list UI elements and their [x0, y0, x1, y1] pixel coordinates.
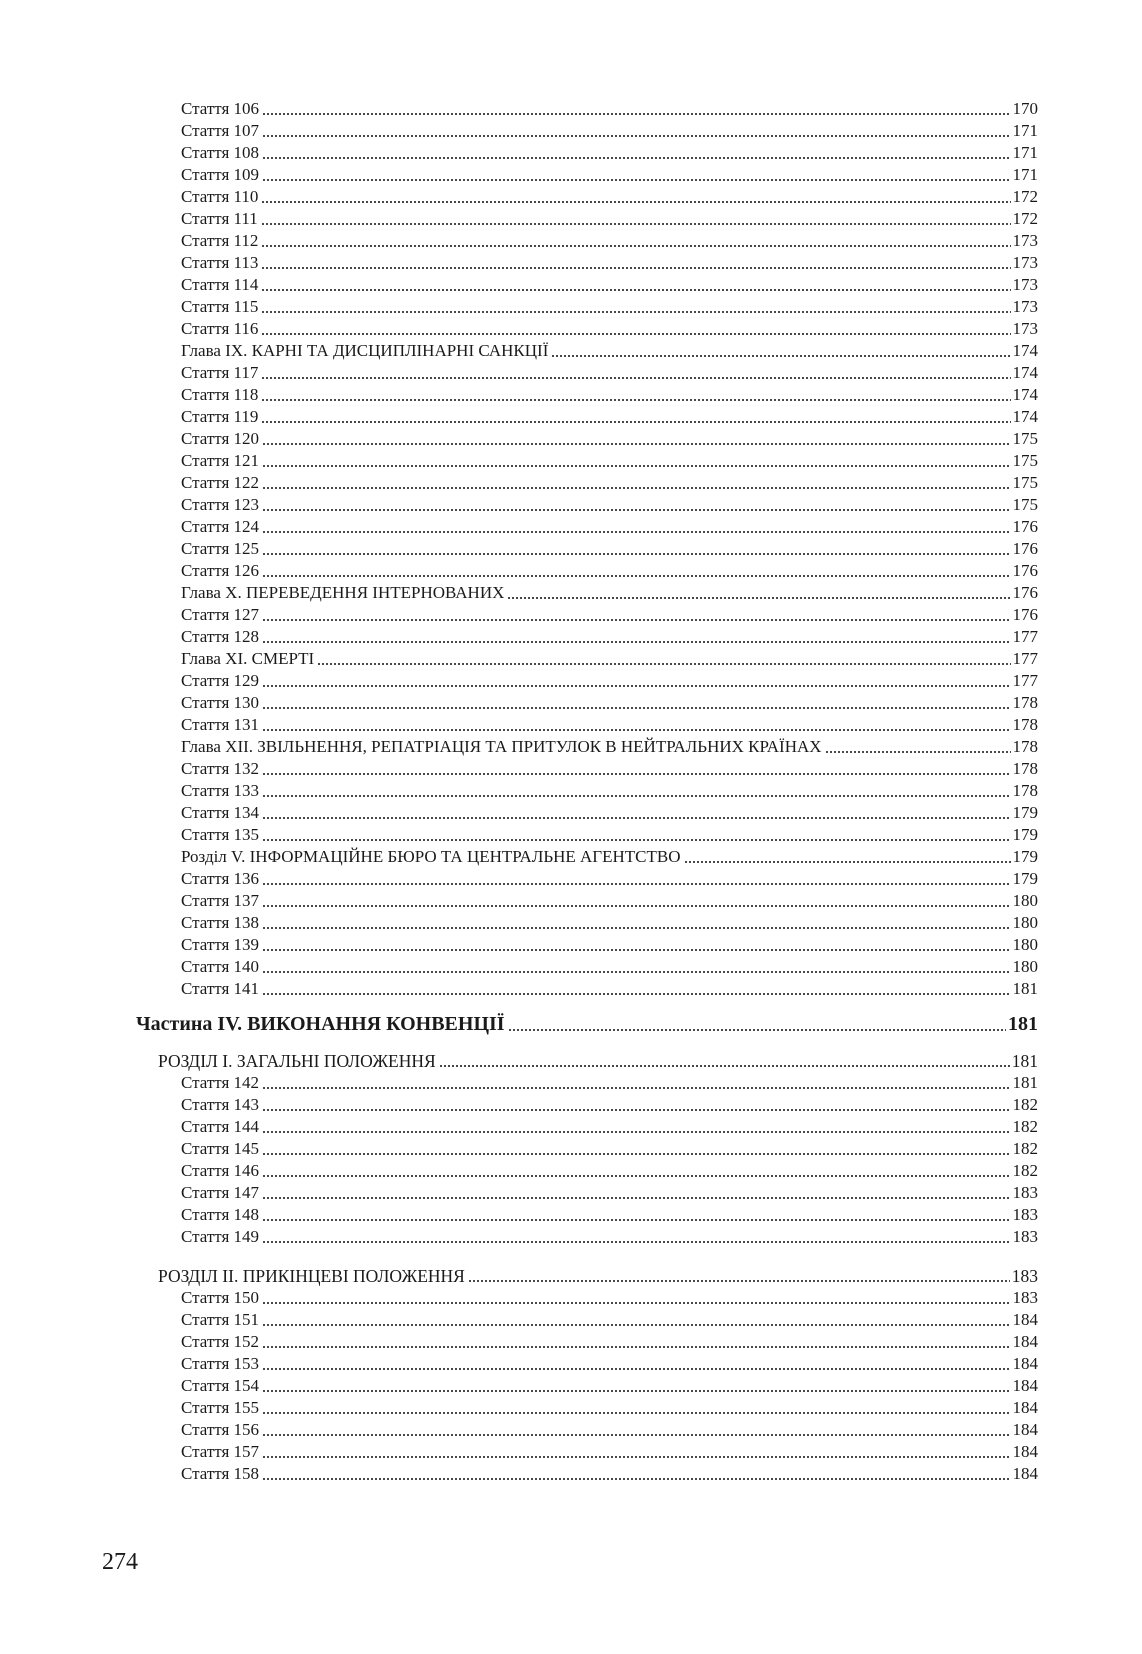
toc-entry-label: Стаття 112 — [181, 231, 259, 250]
toc-entry-page: 183 — [1012, 1227, 1038, 1246]
toc-entry-label: Стаття 132 — [181, 759, 260, 778]
toc-entry[interactable] — [181, 340, 1038, 362]
toc-entry-page: 184 — [1012, 1332, 1038, 1351]
toc-entry[interactable] — [181, 252, 1038, 274]
toc-entry-label: Стаття 152 — [181, 1332, 260, 1351]
toc-entry[interactable] — [181, 604, 1038, 626]
toc-entry-page: 181 — [1008, 1013, 1038, 1035]
toc-entry-page: 173 — [1012, 275, 1038, 294]
toc-entry-label: Глава IX. КАРНІ ТА ДИСЦИПЛІНАРНІ САНКЦІЇ — [181, 341, 549, 360]
dot-leader — [261, 310, 1010, 314]
toc-entry[interactable] — [181, 186, 1038, 208]
toc-entry-page: 175 — [1012, 473, 1038, 492]
dot-leader — [262, 618, 1010, 622]
dot-leader — [262, 640, 1010, 644]
toc-entry-page: 180 — [1012, 913, 1038, 932]
dot-leader — [551, 354, 1010, 358]
dot-leader — [262, 772, 1010, 776]
toc-entry-label: Глава XII. ЗВІЛЬНЕННЯ, РЕПАТРІАЦІЯ ТА ПРИТУЛОК В НЕЙТРАЛЬНИХ КРАЇНАХ — [181, 737, 822, 756]
dot-leader — [262, 904, 1010, 908]
toc-entry-page: 173 — [1012, 231, 1038, 250]
toc-entry-section-1[interactable] — [158, 1050, 1038, 1072]
toc-entry-page: 184 — [1012, 1354, 1038, 1373]
toc-entry-page: 182 — [1012, 1139, 1038, 1158]
toc-entry-label: Стаття 157 — [181, 1442, 260, 1461]
toc-entry[interactable] — [181, 1160, 1038, 1182]
toc-entry-page: 180 — [1012, 935, 1038, 954]
toc-entry-label: Стаття 140 — [181, 957, 260, 976]
toc-entry-page: 173 — [1012, 253, 1038, 272]
toc-entry-label: Стаття 122 — [181, 473, 260, 492]
toc-entry[interactable] — [181, 692, 1038, 714]
toc-entry[interactable] — [181, 406, 1038, 428]
toc-entry-label: Стаття 121 — [181, 451, 260, 470]
dot-leader — [262, 156, 1010, 160]
toc-entry-page: 174 — [1012, 341, 1038, 360]
toc-entry[interactable] — [181, 494, 1038, 516]
toc-entry-label: Стаття 110 — [181, 187, 259, 206]
toc-entry-label: Стаття 147 — [181, 1183, 260, 1202]
toc-entry[interactable] — [181, 164, 1038, 186]
toc-entry[interactable] — [181, 1375, 1038, 1397]
toc-entry[interactable] — [181, 868, 1038, 890]
dot-leader — [262, 816, 1010, 820]
dot-leader — [262, 926, 1010, 930]
toc-entry-label: Стаття 142 — [181, 1073, 260, 1092]
toc-entry-part-4[interactable] — [136, 1010, 1038, 1038]
toc-entry-label: Стаття 124 — [181, 517, 260, 536]
toc-entry-page: 178 — [1012, 693, 1038, 712]
dot-leader — [262, 1130, 1010, 1134]
dot-leader — [262, 1218, 1010, 1222]
toc-entry-label: Стаття 128 — [181, 627, 260, 646]
toc-entry[interactable] — [181, 1353, 1038, 1375]
dot-leader — [262, 486, 1010, 490]
toc-entry[interactable] — [181, 538, 1038, 560]
toc-entry[interactable] — [181, 142, 1038, 164]
dot-leader — [262, 530, 1010, 534]
toc-entry-label: Стаття 120 — [181, 429, 260, 448]
toc-entry-page: 170 — [1012, 99, 1038, 118]
toc-entry[interactable] — [181, 1116, 1038, 1138]
toc-entry-page: 176 — [1012, 583, 1038, 602]
dot-leader — [261, 332, 1010, 336]
dot-leader — [262, 442, 1010, 446]
toc-entry[interactable] — [181, 824, 1038, 846]
toc-entry-label: Стаття 126 — [181, 561, 260, 580]
toc-entry[interactable] — [181, 208, 1038, 230]
dot-leader — [439, 1064, 1010, 1068]
toc-entry-page: 182 — [1012, 1161, 1038, 1180]
toc-entry[interactable] — [181, 846, 1038, 868]
dot-leader — [262, 552, 1010, 556]
toc-entry-label: Стаття 123 — [181, 495, 260, 514]
toc-entry[interactable] — [181, 318, 1038, 340]
toc-entry-page: 173 — [1012, 319, 1038, 338]
toc-entry-page: 182 — [1012, 1117, 1038, 1136]
toc-entry-label: Стаття 141 — [181, 979, 260, 998]
toc-entry[interactable] — [181, 626, 1038, 648]
spacer — [0, 1000, 1142, 1010]
toc-entry-page: 179 — [1012, 869, 1038, 888]
toc-entry-page: 184 — [1012, 1442, 1038, 1461]
toc-entry-label: Стаття 125 — [181, 539, 260, 558]
toc-entry-page: 178 — [1012, 715, 1038, 734]
toc-entry-page: 179 — [1012, 825, 1038, 844]
toc-entry-label: Стаття 150 — [181, 1288, 260, 1307]
dot-leader — [684, 860, 1011, 864]
toc-entry-page: 182 — [1012, 1095, 1038, 1114]
toc-entry-label: Розділ V. ІНФОРМАЦІЙНЕ БЮРО ТА ЦЕНТРАЛЬНЕ АГЕНТСТВО — [181, 847, 681, 866]
dot-leader — [262, 970, 1010, 974]
dot-leader — [262, 1367, 1010, 1371]
toc-entry-label: Стаття 135 — [181, 825, 260, 844]
toc-entry-label: Глава X. ПЕРЕВЕДЕННЯ ІНТЕРНОВАНИХ — [181, 583, 505, 602]
toc-entry-page: 183 — [1011, 1266, 1038, 1286]
toc-entry-page: 174 — [1012, 407, 1038, 426]
toc-entry[interactable] — [181, 1287, 1038, 1309]
toc-entry[interactable] — [181, 120, 1038, 142]
toc-entry-label: Стаття 107 — [181, 121, 260, 140]
dot-leader — [262, 112, 1010, 116]
toc-block-articles-106-141 — [0, 98, 1142, 1000]
toc-entry-page: 176 — [1012, 561, 1038, 580]
dot-leader — [262, 1301, 1010, 1305]
toc-entry-page: 184 — [1012, 1420, 1038, 1439]
toc-entry[interactable] — [181, 230, 1038, 252]
dot-leader — [262, 508, 1010, 512]
toc-entry[interactable] — [181, 1138, 1038, 1160]
toc-entry-page: 172 — [1012, 209, 1038, 228]
toc-entry[interactable] — [181, 736, 1038, 758]
page-number: 274 — [102, 1549, 138, 1575]
toc-entry-page: 177 — [1012, 649, 1038, 668]
toc-entry-page: 184 — [1012, 1310, 1038, 1329]
toc-entry-label: Стаття 149 — [181, 1227, 260, 1246]
toc-entry-label: Стаття 145 — [181, 1139, 260, 1158]
dot-leader — [262, 1455, 1010, 1459]
toc-entry[interactable] — [181, 1419, 1038, 1441]
toc-entry-label: Стаття 134 — [181, 803, 260, 822]
toc-entry[interactable] — [181, 890, 1038, 912]
toc-entry[interactable] — [181, 1309, 1038, 1331]
toc-entry[interactable] — [181, 560, 1038, 582]
toc-entry-label: Стаття 136 — [181, 869, 260, 888]
toc-entry[interactable] — [181, 1204, 1038, 1226]
toc-entry-page: 176 — [1012, 517, 1038, 536]
toc-entry-label: Стаття 109 — [181, 165, 260, 184]
toc-entry-label: Стаття 158 — [181, 1464, 260, 1483]
toc-entry[interactable] — [181, 1072, 1038, 1094]
toc-entry[interactable] — [181, 780, 1038, 802]
toc-entry-page: 172 — [1012, 187, 1038, 206]
toc-entry[interactable] — [181, 362, 1038, 384]
toc-entry-label: Стаття 143 — [181, 1095, 260, 1114]
toc-entry-page: 171 — [1012, 121, 1038, 140]
toc-entry-label: Стаття 153 — [181, 1354, 260, 1373]
toc-entry[interactable] — [181, 274, 1038, 296]
toc-entry[interactable] — [181, 802, 1038, 824]
toc-entry[interactable] — [181, 956, 1038, 978]
toc-entry-label: Стаття 129 — [181, 671, 260, 690]
toc-entry-label: Стаття 156 — [181, 1420, 260, 1439]
toc-entry-label: Стаття 106 — [181, 99, 260, 118]
dot-leader — [262, 794, 1010, 798]
dot-leader — [261, 222, 1011, 226]
toc-entry-page: 183 — [1012, 1288, 1038, 1307]
toc-entry[interactable] — [181, 1094, 1038, 1116]
toc-entry[interactable] — [181, 1397, 1038, 1419]
toc-entry[interactable] — [181, 450, 1038, 472]
toc-entry-page: 178 — [1012, 737, 1038, 756]
dot-leader — [262, 684, 1010, 688]
toc-entry-label: Стаття 108 — [181, 143, 260, 162]
toc-entry[interactable] — [181, 1441, 1038, 1463]
dot-leader — [262, 1108, 1010, 1112]
toc-entry-page: 175 — [1012, 451, 1038, 470]
toc-entry[interactable] — [181, 648, 1038, 670]
dot-leader — [261, 266, 1010, 270]
toc-entry[interactable] — [181, 912, 1038, 934]
toc-entry-page: 175 — [1012, 429, 1038, 448]
toc-entry-label: Стаття 116 — [181, 319, 259, 338]
toc-entry[interactable] — [181, 98, 1038, 120]
dot-leader — [262, 728, 1010, 732]
spacer — [0, 1038, 1142, 1050]
toc-entry-page: 176 — [1012, 539, 1038, 558]
toc-entry-label: Стаття 155 — [181, 1398, 260, 1417]
dot-leader — [507, 596, 1010, 600]
toc-entry-page: 171 — [1012, 165, 1038, 184]
dot-leader — [261, 244, 1010, 248]
dot-leader — [261, 420, 1010, 424]
toc-entry-label: Стаття 111 — [181, 209, 258, 228]
dot-leader — [262, 1477, 1010, 1481]
toc-block-articles-150-158 — [0, 1287, 1142, 1485]
toc-entry[interactable] — [181, 1331, 1038, 1353]
toc-entry[interactable] — [181, 978, 1038, 1000]
dot-leader — [262, 134, 1010, 138]
toc-entry[interactable] — [181, 472, 1038, 494]
toc-entry-label: РОЗДІЛ I. ЗАГАЛЬНІ ПОЛОЖЕННЯ — [158, 1051, 436, 1071]
toc-entry-label: Стаття 148 — [181, 1205, 260, 1224]
toc-entry-page: 177 — [1012, 627, 1038, 646]
toc-entry-label: Стаття 115 — [181, 297, 259, 316]
dot-leader — [262, 574, 1010, 578]
toc-entry-page: 178 — [1012, 759, 1038, 778]
toc-entry-page: 173 — [1012, 297, 1038, 316]
toc-entry-page: 181 — [1011, 1051, 1038, 1071]
toc-entry-label: Глава XI. СМЕРТІ — [181, 649, 315, 668]
toc-entry-label: Стаття 130 — [181, 693, 260, 712]
toc-entry-label: Частина IV. ВИКОНАННЯ КОНВЕНЦІЇ — [136, 1013, 505, 1035]
toc-entry-label: Стаття 118 — [181, 385, 259, 404]
toc-entry-label: Стаття 114 — [181, 275, 259, 294]
toc-entry-section-2[interactable] — [158, 1265, 1038, 1287]
toc-entry-label: Стаття 154 — [181, 1376, 260, 1395]
dot-leader — [825, 750, 1011, 754]
toc-entry-label: Стаття 151 — [181, 1310, 260, 1329]
dot-leader — [261, 288, 1010, 292]
toc-entry-page: 174 — [1012, 363, 1038, 382]
toc-entry-page: 180 — [1012, 957, 1038, 976]
toc-entry-label: Стаття 139 — [181, 935, 260, 954]
toc-entry-label: Стаття 113 — [181, 253, 259, 272]
toc-entry-page: 183 — [1012, 1183, 1038, 1202]
dot-leader — [262, 178, 1010, 182]
dot-leader — [262, 1152, 1010, 1156]
toc-entry-page: 180 — [1012, 891, 1038, 910]
toc-entry-page: 181 — [1012, 979, 1038, 998]
toc-entry-label: Стаття 137 — [181, 891, 260, 910]
toc-entry-page: 183 — [1012, 1205, 1038, 1224]
toc-entry-label: Стаття 138 — [181, 913, 260, 932]
toc-entry-page: 176 — [1012, 605, 1038, 624]
toc-entry-page: 181 — [1012, 1073, 1038, 1092]
toc-entry-label: Стаття 131 — [181, 715, 260, 734]
toc-entry-label: Стаття 146 — [181, 1161, 260, 1180]
toc-entry[interactable] — [181, 384, 1038, 406]
toc-entry-page: 177 — [1012, 671, 1038, 690]
dot-leader — [262, 706, 1010, 710]
toc-entry[interactable] — [181, 428, 1038, 450]
dot-leader — [262, 838, 1010, 842]
dot-leader — [262, 464, 1010, 468]
dot-leader — [262, 1411, 1010, 1415]
toc-entry-page: 174 — [1012, 385, 1038, 404]
toc-entry-label: Стаття 119 — [181, 407, 259, 426]
dot-leader — [262, 992, 1010, 996]
dot-leader — [262, 1389, 1010, 1393]
dot-leader — [262, 1196, 1010, 1200]
toc-entry[interactable] — [181, 516, 1038, 538]
toc-entry[interactable] — [181, 758, 1038, 780]
table-of-contents — [0, 98, 1142, 1485]
toc-entry-page: 175 — [1012, 495, 1038, 514]
toc-entry[interactable] — [181, 934, 1038, 956]
toc-entry[interactable] — [181, 582, 1038, 604]
toc-entry[interactable] — [181, 1226, 1038, 1248]
toc-entry[interactable] — [181, 714, 1038, 736]
toc-entry-page: 184 — [1012, 1398, 1038, 1417]
toc-entry-label: Стаття 127 — [181, 605, 260, 624]
spacer — [0, 1248, 1142, 1265]
toc-entry-label: Стаття 133 — [181, 781, 260, 800]
dot-leader — [468, 1279, 1010, 1283]
toc-entry-page: 184 — [1012, 1464, 1038, 1483]
toc-entry-page: 184 — [1012, 1376, 1038, 1395]
toc-entry[interactable] — [181, 1182, 1038, 1204]
toc-entry-page: 179 — [1012, 847, 1038, 866]
toc-entry[interactable] — [181, 296, 1038, 318]
dot-leader — [262, 1240, 1010, 1244]
toc-entry-label: Стаття 144 — [181, 1117, 260, 1136]
toc-block-articles-142-149 — [0, 1072, 1142, 1248]
dot-leader — [262, 1323, 1010, 1327]
dot-leader — [262, 948, 1010, 952]
toc-entry-page: 171 — [1012, 143, 1038, 162]
dot-leader — [261, 200, 1010, 204]
toc-entry-page: 179 — [1012, 803, 1038, 822]
dot-leader — [261, 376, 1010, 380]
dot-leader — [262, 1433, 1010, 1437]
dot-leader — [262, 1086, 1010, 1090]
dot-leader — [262, 1345, 1010, 1349]
toc-entry[interactable] — [181, 670, 1038, 692]
toc-entry-label: Стаття 117 — [181, 363, 259, 382]
dot-leader — [262, 1174, 1010, 1178]
toc-entry-label: РОЗДІЛ II. ПРИКІНЦЕВІ ПОЛОЖЕННЯ — [158, 1266, 465, 1286]
dot-leader — [317, 662, 1010, 666]
dot-leader — [508, 1028, 1006, 1032]
toc-entry-page: 178 — [1012, 781, 1038, 800]
dot-leader — [262, 882, 1010, 886]
toc-entry[interactable] — [181, 1463, 1038, 1485]
dot-leader — [261, 398, 1010, 402]
